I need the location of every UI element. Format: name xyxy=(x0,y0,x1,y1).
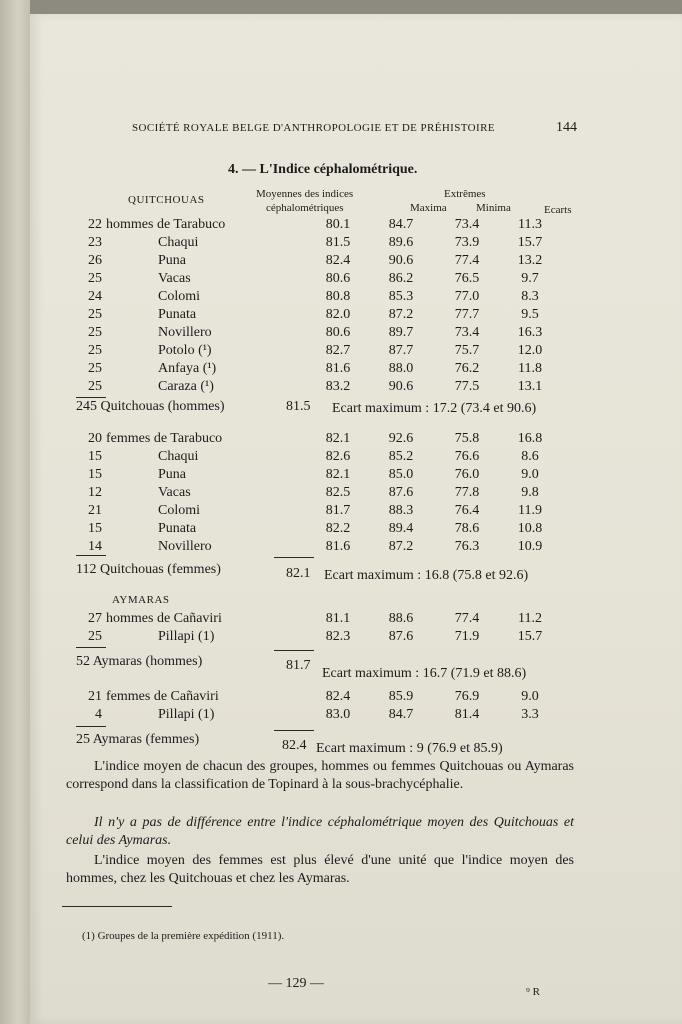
group-label-cell: femmes de Cañaviri xyxy=(106,689,219,704)
table-row xyxy=(74,342,560,360)
ecart-cell: 16.3 xyxy=(517,325,543,340)
count-cell: 25 xyxy=(88,629,102,644)
mean-cell: 81.6 xyxy=(325,361,351,376)
maxima-cell: 87.2 xyxy=(388,539,414,554)
maxima-cell: 87.6 xyxy=(388,485,414,500)
count-cell: 15 xyxy=(88,521,102,536)
ecart-cell: 9.5 xyxy=(521,307,539,322)
minima-cell: 75.8 xyxy=(454,431,480,446)
group-label-cell: Chaqui xyxy=(158,235,199,250)
ecart-cell: 13.1 xyxy=(517,379,543,394)
count-cell: 21 xyxy=(88,689,102,704)
mean-cell: 82.1 xyxy=(325,431,351,446)
table-row xyxy=(74,234,560,252)
ecart-cell: 3.3 xyxy=(521,707,539,722)
signature-mark: ⁹ R xyxy=(526,986,540,998)
mean-cell: 83.2 xyxy=(325,379,351,394)
footnote: (1) Groupes de la première expédition (1911). xyxy=(82,930,285,942)
group-label-cell: Puna xyxy=(158,467,186,482)
count-cell: 25 xyxy=(88,307,102,322)
group-label-cell: Novillero xyxy=(158,539,212,554)
count-cell: 25 xyxy=(88,379,102,394)
group-label-cell: hommes de Tarabuco xyxy=(106,217,226,232)
mean-cell: 81.1 xyxy=(325,611,351,626)
group-label-cell: Punata xyxy=(158,307,197,322)
total-women-label: 112 Quitchouas (femmes) xyxy=(76,562,221,577)
mean-cell: 82.6 xyxy=(325,449,351,464)
ecarts-heading: Ecarts xyxy=(544,204,572,216)
mean-cell: 82.2 xyxy=(325,521,351,536)
count-cell: 21 xyxy=(88,503,102,518)
group-label-cell: Colomi xyxy=(158,289,201,304)
total-aymaras-men-ecart: Ecart maximum : 16.7 (71.9 et 88.6) xyxy=(322,666,527,681)
group-label-cell: femmes de Tarabuco xyxy=(106,431,223,446)
ecart-cell: 8.6 xyxy=(521,449,539,464)
maxima-heading: Maxima xyxy=(410,202,447,214)
minima-heading: Minima xyxy=(476,202,511,214)
extremes-heading: Extrêmes xyxy=(444,188,486,200)
table-row xyxy=(74,324,560,342)
count-cell: 4 xyxy=(95,707,102,722)
table-quitchouas-women xyxy=(74,430,560,556)
mean-cell: 80.6 xyxy=(325,325,351,340)
table-row xyxy=(74,252,560,270)
footnote-rule xyxy=(62,906,172,907)
mean-cell: 82.5 xyxy=(325,485,351,500)
mean-cell: 82.7 xyxy=(325,343,351,358)
maxima-cell: 89.4 xyxy=(388,521,414,536)
table-row xyxy=(74,378,560,396)
mean-cell: 82.3 xyxy=(325,629,351,644)
mean-cell: 81.5 xyxy=(325,235,351,250)
sum-rule xyxy=(274,557,314,558)
count-cell: 25 xyxy=(88,325,102,340)
count-cell: 26 xyxy=(88,253,102,268)
table-row xyxy=(74,216,560,234)
table-row xyxy=(74,538,560,556)
paragraph-3: L'indice moyen des femmes est plus élevé d'une unité que l'indice moyen des hommes, chez les Quitchouas et chez les Aymaras. xyxy=(66,853,574,886)
maxima-cell: 85.2 xyxy=(388,449,414,464)
table-row xyxy=(74,628,560,646)
sum-rule xyxy=(76,397,106,398)
maxima-cell: 86.2 xyxy=(388,271,414,286)
mean-cell: 81.7 xyxy=(325,503,351,518)
table-row xyxy=(74,448,560,466)
mean-cell: 82.1 xyxy=(325,467,351,482)
group-label-cell: Vacas xyxy=(158,485,191,500)
total-women-mean: 82.1 xyxy=(286,566,311,581)
mean-cell: 82.4 xyxy=(325,689,351,704)
table-row xyxy=(74,430,560,448)
count-cell: 25 xyxy=(88,361,102,376)
group-label-cell: hommes de Cañaviri xyxy=(106,611,222,626)
group-label-cell: Anfaya (¹) xyxy=(158,361,217,376)
table-row xyxy=(74,520,560,538)
count-cell: 20 xyxy=(88,431,102,446)
ecart-cell: 16.8 xyxy=(517,431,543,446)
folio: — 129 — xyxy=(268,976,324,991)
minima-cell: 77.4 xyxy=(454,611,480,626)
total-women-ecart: Ecart maximum : 16.8 (75.8 et 92.6) xyxy=(324,568,529,583)
maxima-cell: 89.7 xyxy=(388,325,414,340)
table-row xyxy=(74,610,560,628)
count-cell: 24 xyxy=(88,289,102,304)
count-cell: 14 xyxy=(88,539,102,554)
minima-cell: 76.5 xyxy=(454,271,480,286)
sum-rule xyxy=(76,555,106,556)
minima-cell: 76.2 xyxy=(454,361,480,376)
sum-rule xyxy=(274,650,314,651)
ecart-cell: 9.8 xyxy=(521,485,539,500)
running-header: SOCIÉTÉ ROYALE BELGE D'ANTHROPOLOGIE ET DE PRÉHISTOIRE xyxy=(132,122,495,134)
section-title: 4. — L'Indice céphalométrique. xyxy=(228,162,418,177)
facing-page-edge xyxy=(0,0,30,1024)
minima-cell: 76.3 xyxy=(454,539,480,554)
sum-rule xyxy=(76,647,106,648)
total-men-ecart: Ecart maximum : 17.2 (73.4 et 90.6) xyxy=(332,401,537,416)
total-aymaras-women-mean: 82.4 xyxy=(282,738,307,753)
maxima-cell: 85.9 xyxy=(388,689,414,704)
ecart-cell: 11.8 xyxy=(518,361,542,376)
maxima-cell: 92.6 xyxy=(388,431,414,446)
table-row xyxy=(74,270,560,288)
maxima-cell: 85.3 xyxy=(388,289,414,304)
total-aymaras-women-ecart: Ecart maximum : 9 (76.9 et 85.9) xyxy=(316,741,503,756)
table-aymaras-women xyxy=(74,688,560,724)
table-row xyxy=(74,288,560,306)
means-heading-line2: céphalométriques xyxy=(266,202,344,214)
group-heading-quitchouas: QUITCHOUAS xyxy=(128,194,205,206)
maxima-cell: 84.7 xyxy=(388,217,414,232)
group-label-cell: Colomi xyxy=(158,503,201,518)
table-row xyxy=(74,502,560,520)
ecart-cell: 15.7 xyxy=(517,629,543,644)
maxima-cell: 88.3 xyxy=(388,503,414,518)
count-cell: 15 xyxy=(88,467,102,482)
minima-cell: 77.0 xyxy=(454,289,480,304)
maxima-cell: 90.6 xyxy=(388,379,414,394)
group-label-cell: Potolo (¹) xyxy=(158,343,212,358)
maxima-cell: 88.0 xyxy=(388,361,414,376)
total-aymaras-women-label: 25 Aymaras (femmes) xyxy=(76,732,200,747)
maxima-cell: 88.6 xyxy=(388,611,414,626)
minima-cell: 73.4 xyxy=(454,217,480,232)
minima-cell: 77.8 xyxy=(454,485,480,500)
means-heading-line1: Moyennes des indices xyxy=(256,188,354,200)
mean-cell: 80.1 xyxy=(325,217,351,232)
ecart-cell: 12.0 xyxy=(517,343,543,358)
minima-cell: 71.9 xyxy=(454,629,480,644)
total-aymaras-men-label: 52 Aymaras (hommes) xyxy=(76,654,203,669)
book-page xyxy=(30,14,682,1024)
count-cell: 25 xyxy=(88,343,102,358)
ecart-cell: 11.2 xyxy=(518,611,542,626)
group-label-cell: Pillapi (1) xyxy=(158,629,215,644)
sum-rule xyxy=(76,726,106,727)
maxima-cell: 89.6 xyxy=(388,235,414,250)
maxima-cell: 84.7 xyxy=(388,707,414,722)
mean-cell: 80.8 xyxy=(325,289,351,304)
total-aymaras-men-mean: 81.7 xyxy=(286,658,311,673)
table-quitchouas-men xyxy=(74,216,560,396)
maxima-cell: 87.7 xyxy=(388,343,414,358)
maxima-cell: 90.6 xyxy=(388,253,414,268)
group-label-cell: Novillero xyxy=(158,325,212,340)
table-row xyxy=(74,484,560,502)
mean-cell: 81.6 xyxy=(325,539,351,554)
group-label-cell: Vacas xyxy=(158,271,191,286)
minima-cell: 77.4 xyxy=(454,253,480,268)
minima-cell: 76.6 xyxy=(454,449,480,464)
maxima-cell: 87.2 xyxy=(388,307,414,322)
ecart-cell: 10.8 xyxy=(517,521,543,536)
mean-cell: 82.4 xyxy=(325,253,351,268)
ecart-cell: 10.9 xyxy=(517,539,543,554)
minima-cell: 75.7 xyxy=(454,343,480,358)
ecart-cell: 15.7 xyxy=(517,235,543,250)
minima-cell: 73.9 xyxy=(454,235,480,250)
table-row xyxy=(74,306,560,324)
group-label-cell: Chaqui xyxy=(158,449,199,464)
sum-rule xyxy=(274,730,314,731)
group-label-cell: Pillapi (1) xyxy=(158,707,215,722)
group-heading-aymaras: AYMARAS xyxy=(112,594,170,606)
paragraph-1: L'indice moyen de chacun des groupes, hommes ou femmes Quitchouas ou Aymaras correspond dans la classification de Topinard à la sous-brachycéphalie. xyxy=(66,759,574,792)
minima-cell: 73.4 xyxy=(454,325,480,340)
ecart-cell: 11.3 xyxy=(518,217,542,232)
ecart-cell: 8.3 xyxy=(521,289,539,304)
minima-cell: 77.5 xyxy=(454,379,480,394)
mean-cell: 83.0 xyxy=(325,707,351,722)
count-cell: 27 xyxy=(88,611,102,626)
ecart-cell: 9.0 xyxy=(521,467,539,482)
table-row xyxy=(74,706,560,724)
minima-cell: 76.9 xyxy=(454,689,480,704)
count-cell: 15 xyxy=(88,449,102,464)
paragraph-2: Il n'y a pas de différence entre l'indice céphalométrique moyen des Quitchouas et celui des Aymaras. xyxy=(66,815,574,848)
mean-cell: 82.0 xyxy=(325,307,351,322)
ecart-cell: 9.0 xyxy=(521,689,539,704)
table-row xyxy=(74,466,560,484)
maxima-cell: 85.0 xyxy=(388,467,414,482)
table-aymaras-men xyxy=(74,610,560,646)
mean-cell: 80.6 xyxy=(325,271,351,286)
total-men-mean: 81.5 xyxy=(286,399,311,414)
maxima-cell: 87.6 xyxy=(388,629,414,644)
ecart-cell: 9.7 xyxy=(521,271,539,286)
minima-cell: 76.0 xyxy=(454,467,480,482)
minima-cell: 81.4 xyxy=(454,707,480,722)
minima-cell: 78.6 xyxy=(454,521,480,536)
count-cell: 23 xyxy=(88,235,102,250)
ecart-cell: 13.2 xyxy=(517,253,543,268)
count-cell: 25 xyxy=(88,271,102,286)
table-row xyxy=(74,360,560,378)
group-label-cell: Punata xyxy=(158,521,197,536)
page-number: 144 xyxy=(556,120,577,135)
count-cell: 22 xyxy=(88,217,102,232)
table-row xyxy=(74,688,560,706)
count-cell: 12 xyxy=(88,485,102,500)
ecart-cell: 11.9 xyxy=(518,503,542,518)
group-label-cell: Caraza (¹) xyxy=(158,379,214,394)
minima-cell: 76.4 xyxy=(454,503,480,518)
minima-cell: 77.7 xyxy=(454,307,480,322)
group-label-cell: Puna xyxy=(158,253,186,268)
total-men-label: 245 Quitchouas (hommes) xyxy=(76,399,225,414)
